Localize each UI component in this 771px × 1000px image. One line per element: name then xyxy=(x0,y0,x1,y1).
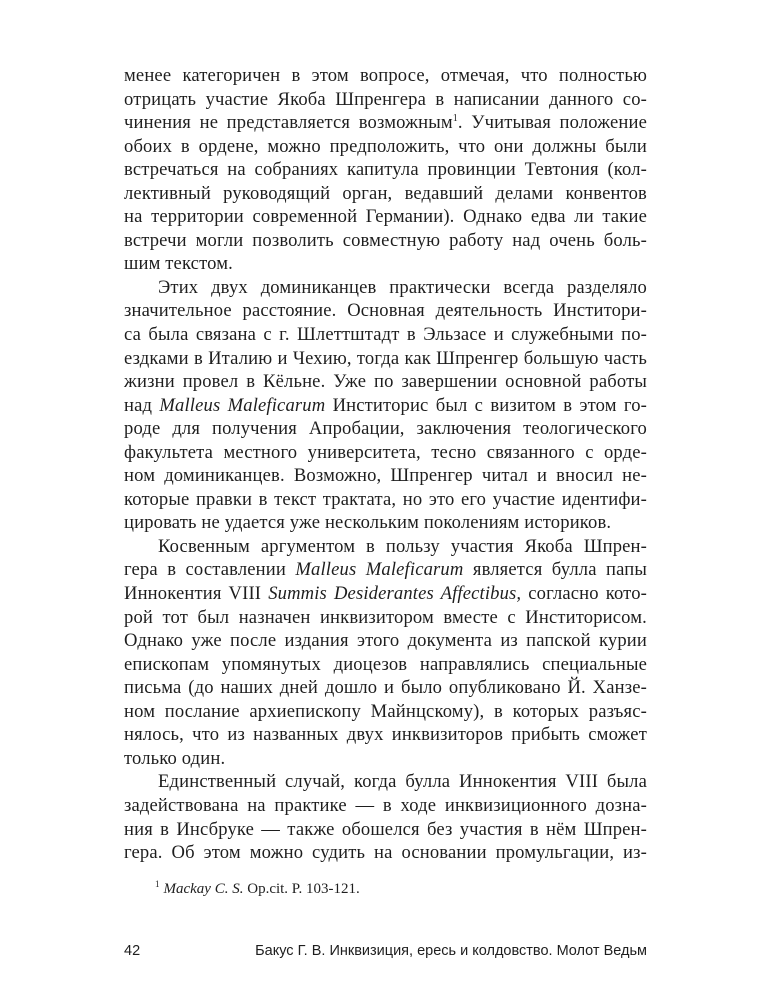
line-text: встречи могли позволить совместную работу над очень боль- xyxy=(124,229,647,251)
line-text: письма (до наших дней дошло и было опубликовано Й. Ханзе- xyxy=(124,677,647,699)
line-text: гера. Об этом можно судить на основании промульгации, из- xyxy=(124,842,647,864)
line-text: са была связана с г. Шлеттштадт в Эльзасе и служебными по- xyxy=(124,324,647,346)
line-text: рой тот был назначен инквизитором вместе с Инститорисом. xyxy=(124,606,647,628)
text-line xyxy=(124,582,647,606)
text-line xyxy=(124,488,647,512)
line-text: значительное расстояние. Основная деятельность Инститори- xyxy=(124,300,647,322)
line-text: обоих в ордене, можно предположить, что они должны были xyxy=(124,135,647,157)
book-title: Бакус Г. В. Инквизиция, ересь и колдовство. Молот Ведьм xyxy=(255,943,647,959)
text-line xyxy=(124,417,647,441)
line-text: только один. xyxy=(124,747,226,769)
body-text xyxy=(124,64,647,865)
text-line xyxy=(124,841,647,865)
text-line xyxy=(124,347,647,371)
line-text: ездками в Италию и Чехию, тогда как Шпренгер большую часть xyxy=(124,347,647,369)
page-number: 42 xyxy=(124,943,141,959)
line-text: согласно кото- xyxy=(521,583,648,605)
text-line xyxy=(124,464,647,488)
text-line xyxy=(124,252,647,276)
text-line xyxy=(124,111,647,135)
footnote xyxy=(155,880,360,898)
text-line xyxy=(124,276,647,300)
line-text: ния в Инсбруке — также обошелся без участия в нём Шпрен- xyxy=(124,818,647,840)
line-text: лективный руководящий орган, ведавший делами конвентов xyxy=(124,182,647,204)
line-text: Косвенным аргументом в пользу участия Якоба Шпрен- xyxy=(158,535,647,557)
text-line xyxy=(124,723,647,747)
line-text: Единственный случай, когда булла Иннокентия VIII была xyxy=(158,771,647,793)
text-line xyxy=(124,182,647,206)
text-line xyxy=(124,676,647,700)
text-line xyxy=(124,700,647,724)
text-line xyxy=(124,64,647,88)
text-line xyxy=(124,653,647,677)
line-text: Инститорис был с визитом в этом го- xyxy=(325,394,647,416)
line-text: чинения не представляется возможным xyxy=(124,112,453,134)
text-line xyxy=(124,88,647,112)
line-text: Этих двух доминиканцев практически всегда разделяло xyxy=(158,276,647,298)
text-line xyxy=(124,370,647,394)
text-line xyxy=(124,511,647,535)
text-line xyxy=(124,747,647,771)
footnote-mark: 1 xyxy=(155,879,160,889)
text-line xyxy=(124,323,647,347)
line-text: Иннокентия VIII xyxy=(124,583,269,605)
text-line xyxy=(124,135,647,159)
text-line xyxy=(124,558,647,582)
footnote-reference: 1 xyxy=(452,112,458,124)
line-text: шим текстом. xyxy=(124,253,233,275)
latin-title: Summis Desiderantes Affectibus, xyxy=(268,583,522,605)
text-line xyxy=(124,794,647,818)
text-line xyxy=(124,606,647,630)
text-line xyxy=(124,205,647,229)
footnote-author: Mackay C. S. xyxy=(163,881,244,897)
text-line xyxy=(124,229,647,253)
line-text: ном доминиканцев. Возможно, Шпренгер читал и вносил не- xyxy=(124,465,647,487)
text-line xyxy=(124,158,647,182)
line-text: задействована на практике — в ходе инквизиционного дозна- xyxy=(124,794,647,816)
line-text: на территории современной Германии). Однако едва ли такие xyxy=(124,206,647,228)
text-line xyxy=(124,299,647,323)
line-text: ном послание архиепископу Майнцскому), в которых разъяс- xyxy=(124,700,647,722)
text-line xyxy=(124,770,647,794)
latin-title: Malleus Maleficarum xyxy=(159,394,326,416)
latin-title: Malleus Maleficarum xyxy=(295,559,464,581)
line-text: жизни провел в Кёльне. Уже по завершении основной работы xyxy=(124,371,647,393)
text-line xyxy=(124,394,647,418)
text-line xyxy=(124,818,647,842)
footnote-citation: Op.cit. P. 103-121. xyxy=(243,881,360,897)
line-text: менее категоричен в этом вопросе, отмечая, что полностью xyxy=(124,65,647,86)
text-line xyxy=(124,441,647,465)
line-text: является булла папы xyxy=(463,559,648,581)
line-text: епископам упомянутых диоцезов направлялись специальные xyxy=(124,653,647,675)
text-line xyxy=(124,535,647,559)
line-text: цировать не удается уже нескольким поколениям историков. xyxy=(124,512,612,534)
line-text: встречаться на собраниях капитула провинции Тевтония (кол- xyxy=(124,159,647,181)
line-text: факультета местного университета, тесно связанного с орде- xyxy=(124,441,647,463)
line-text: над xyxy=(124,394,160,416)
line-text: которые правки в текст трактата, но это его участие идентифи- xyxy=(124,488,647,510)
text-line xyxy=(124,629,647,653)
line-text: . Учитывая положение xyxy=(457,112,647,134)
line-text: гера в составлении xyxy=(124,559,296,581)
line-text: Однако уже после издания этого документа из папской курии xyxy=(124,630,647,652)
line-text: отрицать участие Якоба Шпренгера в написании данного со- xyxy=(124,88,647,110)
line-text: роде для получения Апробации, заключения теологического xyxy=(124,418,647,440)
line-text: нялось, что из названных двух инквизиторов прибыть сможет xyxy=(124,724,647,746)
